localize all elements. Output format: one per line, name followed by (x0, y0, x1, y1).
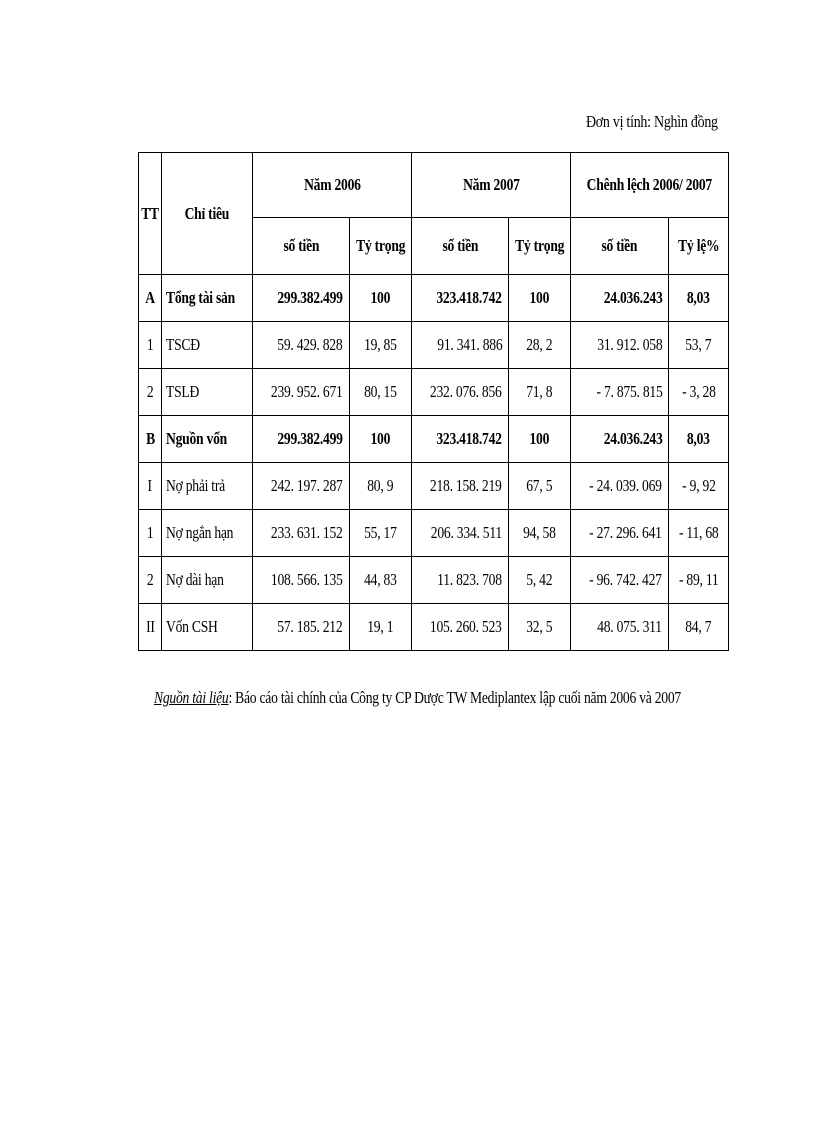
header-so-tien-diff: số tiền (571, 218, 669, 275)
cell-tt: II (139, 604, 162, 651)
cell-share-2007: 67, 5 (508, 463, 570, 510)
cell-amount-diff: - 96. 742. 427 (571, 557, 669, 604)
header-so-tien-2006: số tiền (253, 218, 350, 275)
cell-share-2006: 55, 17 (349, 510, 411, 557)
cell-tt: B (139, 416, 162, 463)
table-row (139, 275, 729, 322)
header-ty-trong-2007: Tỷ trọng (508, 218, 570, 275)
header-so-tien-2007: số tiền (412, 218, 509, 275)
header-year-2006: Năm 2006 (253, 153, 412, 218)
cell-share-2006: 100 (349, 275, 411, 322)
cell-name: Nợ dài hạn (162, 557, 253, 604)
cell-amount-diff: 24.036.243 (571, 275, 669, 322)
cell-amount-diff: 31. 912. 058 (571, 322, 669, 369)
cell-amount-2007: 91. 341. 886 (412, 322, 509, 369)
header-tt: TT (139, 153, 162, 275)
cell-amount-2007: 323.418.742 (412, 416, 509, 463)
header-year-2007: Năm 2007 (412, 153, 571, 218)
cell-amount-2006: 57. 185. 212 (253, 604, 350, 651)
table-row (139, 322, 729, 369)
cell-amount-diff: - 7. 875. 815 (571, 369, 669, 416)
cell-rate-diff: - 3, 28 (669, 369, 729, 416)
cell-tt: 2 (139, 369, 162, 416)
table-row (139, 463, 729, 510)
cell-amount-diff: - 27. 296. 641 (571, 510, 669, 557)
cell-tt: I (139, 463, 162, 510)
header-difference: Chênh lệch 2006/ 2007 (571, 153, 729, 218)
header-ty-trong-2006: Tỷ trọng (349, 218, 411, 275)
cell-amount-2006: 299.382.499 (253, 275, 350, 322)
cell-amount-2007: 105. 260. 523 (412, 604, 509, 651)
table-row (139, 510, 729, 557)
table-row (139, 604, 729, 651)
cell-share-2007: 28, 2 (508, 322, 570, 369)
cell-share-2007: 94, 58 (508, 510, 570, 557)
cell-name: Nguồn vốn (162, 416, 253, 463)
cell-tt: 1 (139, 322, 162, 369)
cell-name: TSCĐ (162, 322, 253, 369)
source-note (154, 688, 681, 708)
cell-rate-diff: 84, 7 (669, 604, 729, 651)
cell-share-2007: 5, 42 (508, 557, 570, 604)
cell-amount-2007: 206. 334. 511 (412, 510, 509, 557)
header-ty-le: Tỷ lệ% (669, 218, 729, 275)
cell-amount-2006: 108. 566. 135 (253, 557, 350, 604)
table-row (139, 557, 729, 604)
cell-tt: 1 (139, 510, 162, 557)
cell-share-2007: 32, 5 (508, 604, 570, 651)
cell-amount-diff: - 24. 039. 069 (571, 463, 669, 510)
cell-share-2007: 100 (508, 275, 570, 322)
cell-tt: A (139, 275, 162, 322)
cell-share-2006: 19, 85 (349, 322, 411, 369)
cell-amount-2006: 233. 631. 152 (253, 510, 350, 557)
cell-rate-diff: - 11, 68 (669, 510, 729, 557)
cell-share-2006: 44, 83 (349, 557, 411, 604)
source-text: : Báo cáo tài chính của Công ty CP Dược TW Mediplantex lập cuối năm 2006 và 2007 (228, 688, 681, 707)
cell-name: Tổng tài sản (162, 275, 253, 322)
table-row (139, 369, 729, 416)
cell-share-2006: 19, 1 (349, 604, 411, 651)
cell-rate-diff: - 89, 11 (669, 557, 729, 604)
balance-table (138, 152, 729, 651)
cell-amount-diff: 48. 075. 311 (571, 604, 669, 651)
cell-name: Nợ phải trả (162, 463, 253, 510)
cell-name: Nợ ngắn hạn (162, 510, 253, 557)
cell-amount-2007: 11. 823. 708 (412, 557, 509, 604)
cell-share-2007: 71, 8 (508, 369, 570, 416)
table-row (139, 416, 729, 463)
unit-note: Đơn vị tính: Nghìn đồng (586, 112, 718, 131)
cell-amount-2006: 59. 429. 828 (253, 322, 350, 369)
cell-rate-diff: - 9, 92 (669, 463, 729, 510)
cell-share-2007: 100 (508, 416, 570, 463)
cell-rate-diff: 53, 7 (669, 322, 729, 369)
cell-amount-2007: 232. 076. 856 (412, 369, 509, 416)
cell-share-2006: 100 (349, 416, 411, 463)
cell-amount-2006: 242. 197. 287 (253, 463, 350, 510)
cell-share-2006: 80, 15 (349, 369, 411, 416)
cell-share-2006: 80, 9 (349, 463, 411, 510)
cell-amount-2007: 218. 158. 219 (412, 463, 509, 510)
cell-amount-2006: 239. 952. 671 (253, 369, 350, 416)
cell-amount-2007: 323.418.742 (412, 275, 509, 322)
source-label: Nguồn tài liệu (154, 688, 229, 707)
cell-rate-diff: 8,03 (669, 275, 729, 322)
cell-rate-diff: 8,03 (669, 416, 729, 463)
cell-amount-diff: 24.036.243 (571, 416, 669, 463)
cell-amount-2006: 299.382.499 (253, 416, 350, 463)
cell-name: TSLĐ (162, 369, 253, 416)
header-chi-tieu: Chỉ tiêu (162, 153, 253, 275)
cell-tt: 2 (139, 557, 162, 604)
cell-name: Vốn CSH (162, 604, 253, 651)
